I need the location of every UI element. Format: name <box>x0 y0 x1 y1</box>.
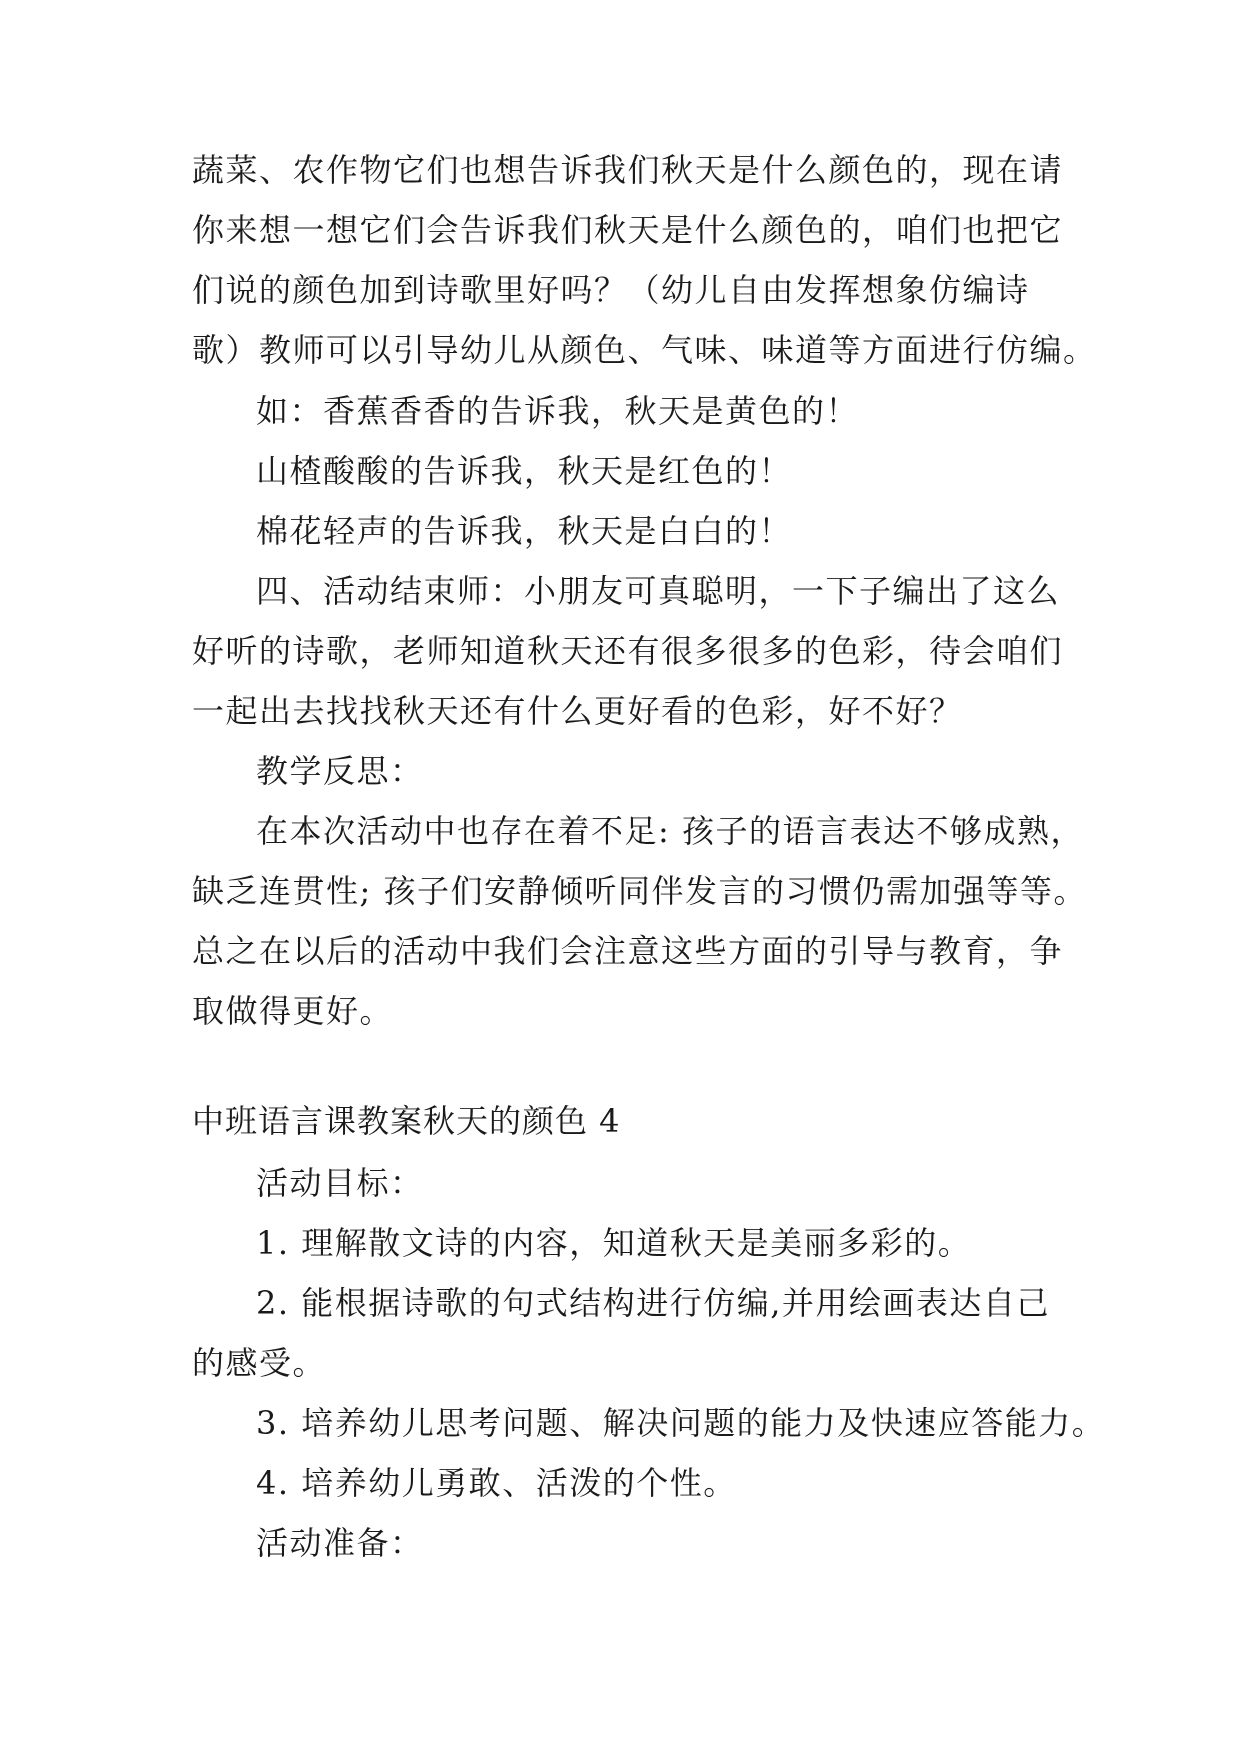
paragraph-line: 总之在以后的活动中我们会注意这些方面的引导与教育，争 <box>192 932 1064 970</box>
paragraph-line: 好听的诗歌，老师知道秋天还有很多很多的色彩，待会咱们 <box>192 632 1064 670</box>
paragraph-line: 在本次活动中也存在着不足: 孩子的语言表达不够成熟， <box>256 812 1084 850</box>
section-label: 活动准备： <box>256 1524 424 1562</box>
example-line: 如：香蕉香香的告诉我，秋天是黄色的！ <box>256 392 860 430</box>
list-item: 3. 培养幼儿思考问题、解决问题的能力及快速应答能力。 <box>256 1404 1106 1442</box>
list-item-continuation: 的感受。 <box>192 1344 327 1382</box>
paragraph-line: 歌）教师可以引导幼儿从颜色、气味、味道等方面进行仿编。 <box>192 331 1097 369</box>
paragraph-line: 们说的颜色加到诗歌里好吗？（幼儿自由发挥想象仿编诗 <box>192 271 1030 309</box>
paragraph-line: 一起出去找找秋天还有什么更好看的色彩，好不好？ <box>192 692 963 730</box>
example-line: 棉花轻声的告诉我，秋天是白白的！ <box>256 512 793 550</box>
section-label: 活动目标： <box>256 1164 424 1202</box>
list-item: 1. 理解散文诗的内容，知道秋天是美丽多彩的。 <box>256 1224 972 1262</box>
paragraph-line: 你来想一想它们会告诉我们秋天是什么颜色的，咱们也把它 <box>192 211 1064 249</box>
section-label: 教学反思： <box>256 752 424 790</box>
paragraph-line: 蔬菜、农作物它们也想告诉我们秋天是什么颜色的，现在请 <box>192 151 1064 189</box>
list-item: 2. 能根据诗歌的句式结构进行仿编,并用绘画表达自己 <box>256 1284 1050 1322</box>
example-line: 山楂酸酸的告诉我，秋天是红色的！ <box>256 452 793 490</box>
paragraph-line: 四、活动结束师：小朋友可真聪明，一下子编出了这么 <box>256 572 1061 610</box>
section-heading: 中班语言课教案秋天的颜色 4 <box>192 1102 621 1140</box>
paragraph-line: 取做得更好。 <box>192 992 394 1030</box>
paragraph-line: 缺乏连贯性; 孩子们安静倾听同伴发言的习惯仍需加强等等。 <box>192 872 1087 910</box>
list-item: 4. 培养幼儿勇敢、活泼的个性。 <box>256 1464 737 1502</box>
